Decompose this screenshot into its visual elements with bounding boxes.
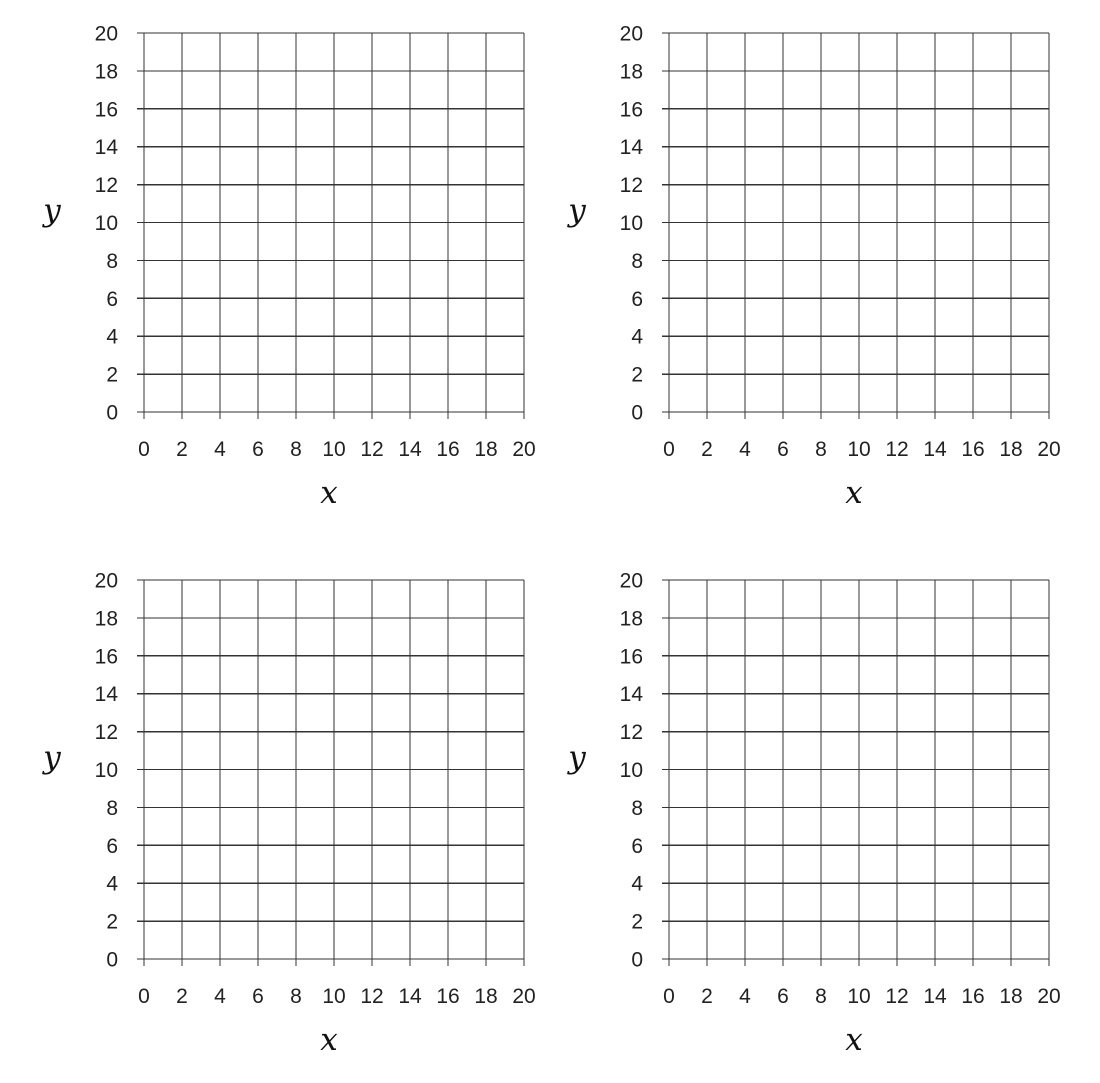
y-tick-label: 4 (106, 325, 118, 349)
x-tick-label: 20 (1037, 985, 1061, 1008)
grid-lines (144, 580, 524, 959)
y-tick-label: 18 (619, 607, 643, 631)
y-tick-label: 16 (619, 98, 643, 122)
x-tick-label: 14 (923, 438, 947, 461)
y-tick-label: 0 (631, 948, 643, 972)
x-tick-label: 8 (815, 985, 827, 1008)
y-tick-label: 20 (94, 22, 118, 46)
x-tick-label: 10 (322, 438, 346, 461)
x-tick-label: 0 (663, 985, 675, 1008)
x-tick-label: 18 (474, 438, 498, 461)
y-tick-labels (620, 23, 644, 425)
x-tick-label: 12 (360, 438, 384, 461)
y-axis-label: y (43, 192, 61, 229)
x-tick-label: 4 (214, 985, 226, 1008)
x-tick-label: 4 (739, 438, 751, 461)
x-tick-label: 6 (777, 985, 789, 1008)
y-tick-label: 10 (619, 759, 643, 782)
x-tick-label: 10 (322, 985, 346, 1008)
y-tick-label: 12 (619, 721, 643, 745)
x-tick-label: 12 (885, 985, 909, 1008)
x-tick-label: 0 (138, 985, 150, 1008)
y-tick-label: 20 (619, 569, 643, 593)
x-tick-label: 14 (398, 438, 422, 461)
x-tick-label: 12 (885, 438, 909, 461)
axis-ticks (137, 580, 524, 966)
x-tick-label: 18 (999, 985, 1023, 1008)
x-tick-label: 18 (999, 438, 1023, 461)
x-tick-label: 12 (360, 985, 384, 1008)
graph-panel-bottom-left (41, 570, 535, 1059)
grid-lines (669, 33, 1049, 412)
y-tick-label: 10 (619, 212, 643, 235)
y-tick-labels (95, 570, 119, 972)
y-tick-label: 0 (631, 401, 643, 425)
x-axis-label: x (845, 475, 863, 511)
y-tick-label: 14 (619, 683, 643, 707)
y-axis-label: y (568, 192, 586, 229)
x-tick-label: 4 (214, 438, 226, 461)
y-tick-label: 12 (94, 174, 118, 198)
y-axis-label: y (568, 739, 586, 776)
y-tick-label: 4 (631, 872, 643, 896)
y-tick-label: 8 (106, 796, 118, 820)
y-tick-label: 10 (94, 212, 118, 235)
y-tick-labels (95, 23, 119, 425)
y-tick-label: 8 (631, 796, 643, 820)
x-axis-label: x (320, 475, 338, 511)
x-tick-label: 6 (252, 438, 264, 461)
x-tick-label: 0 (138, 438, 150, 461)
x-tick-label: 20 (512, 438, 536, 461)
y-tick-label: 6 (631, 834, 643, 858)
x-tick-label: 16 (961, 438, 985, 461)
x-tick-labels (138, 985, 536, 1008)
y-tick-label: 18 (94, 60, 118, 84)
y-tick-label: 8 (631, 249, 643, 273)
x-tick-labels (138, 438, 536, 461)
y-tick-label: 16 (619, 645, 643, 669)
graph-panel-top-right (566, 23, 1060, 512)
x-tick-label: 8 (815, 438, 827, 461)
x-tick-label: 20 (1037, 438, 1061, 461)
y-tick-label: 2 (631, 363, 643, 387)
x-tick-labels (663, 438, 1061, 461)
graph-panel-top-left (41, 23, 535, 512)
y-tick-label: 20 (94, 569, 118, 593)
x-tick-label: 10 (847, 985, 871, 1008)
y-tick-label: 16 (94, 98, 118, 122)
x-tick-label: 8 (290, 438, 302, 461)
x-tick-label: 6 (777, 438, 789, 461)
x-tick-label: 2 (176, 985, 188, 1008)
x-axis-label: x (320, 1022, 338, 1058)
x-tick-label: 0 (663, 438, 675, 461)
x-tick-label: 2 (701, 438, 713, 461)
axis-ticks (662, 33, 1049, 419)
y-tick-label: 2 (631, 910, 643, 934)
y-tick-labels (620, 570, 644, 972)
y-tick-label: 12 (94, 721, 118, 745)
y-tick-label: 6 (106, 834, 118, 858)
x-tick-label: 18 (474, 985, 498, 1008)
x-tick-label: 8 (290, 985, 302, 1008)
x-tick-label: 16 (436, 438, 460, 461)
y-tick-label: 10 (94, 759, 118, 782)
y-tick-label: 8 (106, 249, 118, 273)
graph-panel-bottom-right (566, 570, 1060, 1059)
y-tick-label: 0 (106, 948, 118, 972)
y-tick-label: 20 (619, 22, 643, 46)
y-tick-label: 2 (106, 910, 118, 934)
y-tick-label: 0 (106, 401, 118, 425)
x-tick-label: 20 (512, 985, 536, 1008)
y-tick-label: 14 (94, 136, 118, 160)
x-tick-label: 4 (739, 985, 751, 1008)
grid-lines (144, 33, 524, 412)
axis-ticks (662, 580, 1049, 966)
y-tick-label: 18 (94, 607, 118, 631)
y-tick-label: 6 (106, 287, 118, 311)
y-tick-label: 6 (631, 287, 643, 311)
x-tick-label: 16 (961, 985, 985, 1008)
y-tick-label: 14 (94, 683, 118, 707)
grid-lines (669, 580, 1049, 959)
axis-ticks (137, 33, 524, 419)
x-tick-label: 6 (252, 985, 264, 1008)
x-tick-labels (663, 985, 1061, 1008)
y-tick-label: 12 (619, 174, 643, 198)
x-tick-label: 14 (398, 985, 422, 1008)
y-tick-label: 14 (619, 136, 643, 160)
y-tick-label: 16 (94, 645, 118, 669)
x-tick-label: 14 (923, 985, 947, 1008)
y-tick-label: 2 (106, 363, 118, 387)
x-tick-label: 16 (436, 985, 460, 1008)
y-tick-label: 4 (631, 325, 643, 349)
y-axis-label: y (43, 739, 61, 776)
y-tick-label: 4 (106, 872, 118, 896)
x-tick-label: 2 (176, 438, 188, 461)
y-tick-label: 18 (619, 60, 643, 84)
x-axis-label: x (845, 1022, 863, 1058)
x-tick-label: 2 (701, 985, 713, 1008)
x-tick-label: 10 (847, 438, 871, 461)
